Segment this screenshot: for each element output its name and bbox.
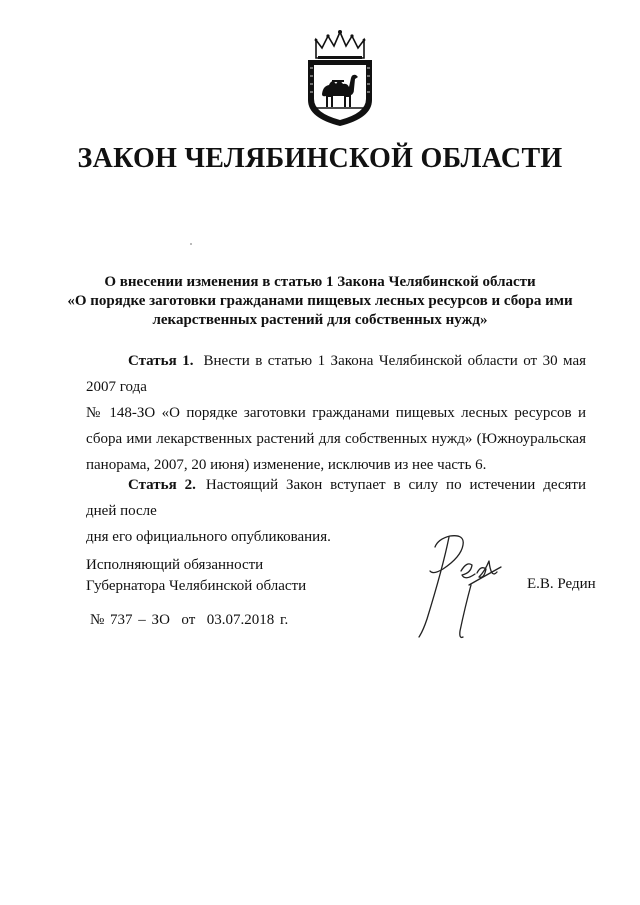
document-title: ЗАКОН ЧЕЛЯБИНСКОЙ ОБЛАСТИ <box>77 143 563 174</box>
article-text: Настоящий Закон вступает в силу по истечении десяти дней после <box>86 477 586 519</box>
handwritten-signature <box>405 527 515 642</box>
article-text: Внести в статью 1 Закона Челябинской области от 30 мая 2007 года <box>86 353 586 395</box>
article-continuation: дня его официального опубликования. <box>86 529 331 545</box>
article-label: Статья 2. <box>128 477 196 493</box>
article-label: Статья 1. <box>128 353 194 369</box>
article-1 <box>86 348 586 478</box>
article-continuation: № 148-ЗО «О порядке заготовки гражданами пищевых лесных ресурсов и сбора ими лекарственных растений для собственных нужд» (Южноуральская панорама, 2007, 20 июня) изменение, исключив из нее часть 6. <box>86 405 586 473</box>
document-subtitle <box>60 273 580 330</box>
signer-name: Е.В. Редин <box>527 576 596 592</box>
subtitle-line: «О порядке заготовки гражданами пищевых лесных ресурсов и сбора ими <box>67 293 573 309</box>
coat-of-arms-icon <box>302 28 378 128</box>
subtitle-line: лекарственных растений для собственных нужд» <box>152 312 488 328</box>
article-first-line <box>86 472 586 524</box>
subtitle-line: О внесении изменения в статью 1 Закона Челябинской области <box>104 274 536 290</box>
article-first-line <box>86 348 586 400</box>
signer-position-line: Губернатора Челябинской области <box>86 578 307 594</box>
signer-position <box>86 555 306 597</box>
speck-mark <box>190 243 192 245</box>
document-number: № 737 – ЗО от 03.07.2018 г. <box>90 612 289 628</box>
signer-position-line: Исполняющий обязанности <box>86 557 264 573</box>
